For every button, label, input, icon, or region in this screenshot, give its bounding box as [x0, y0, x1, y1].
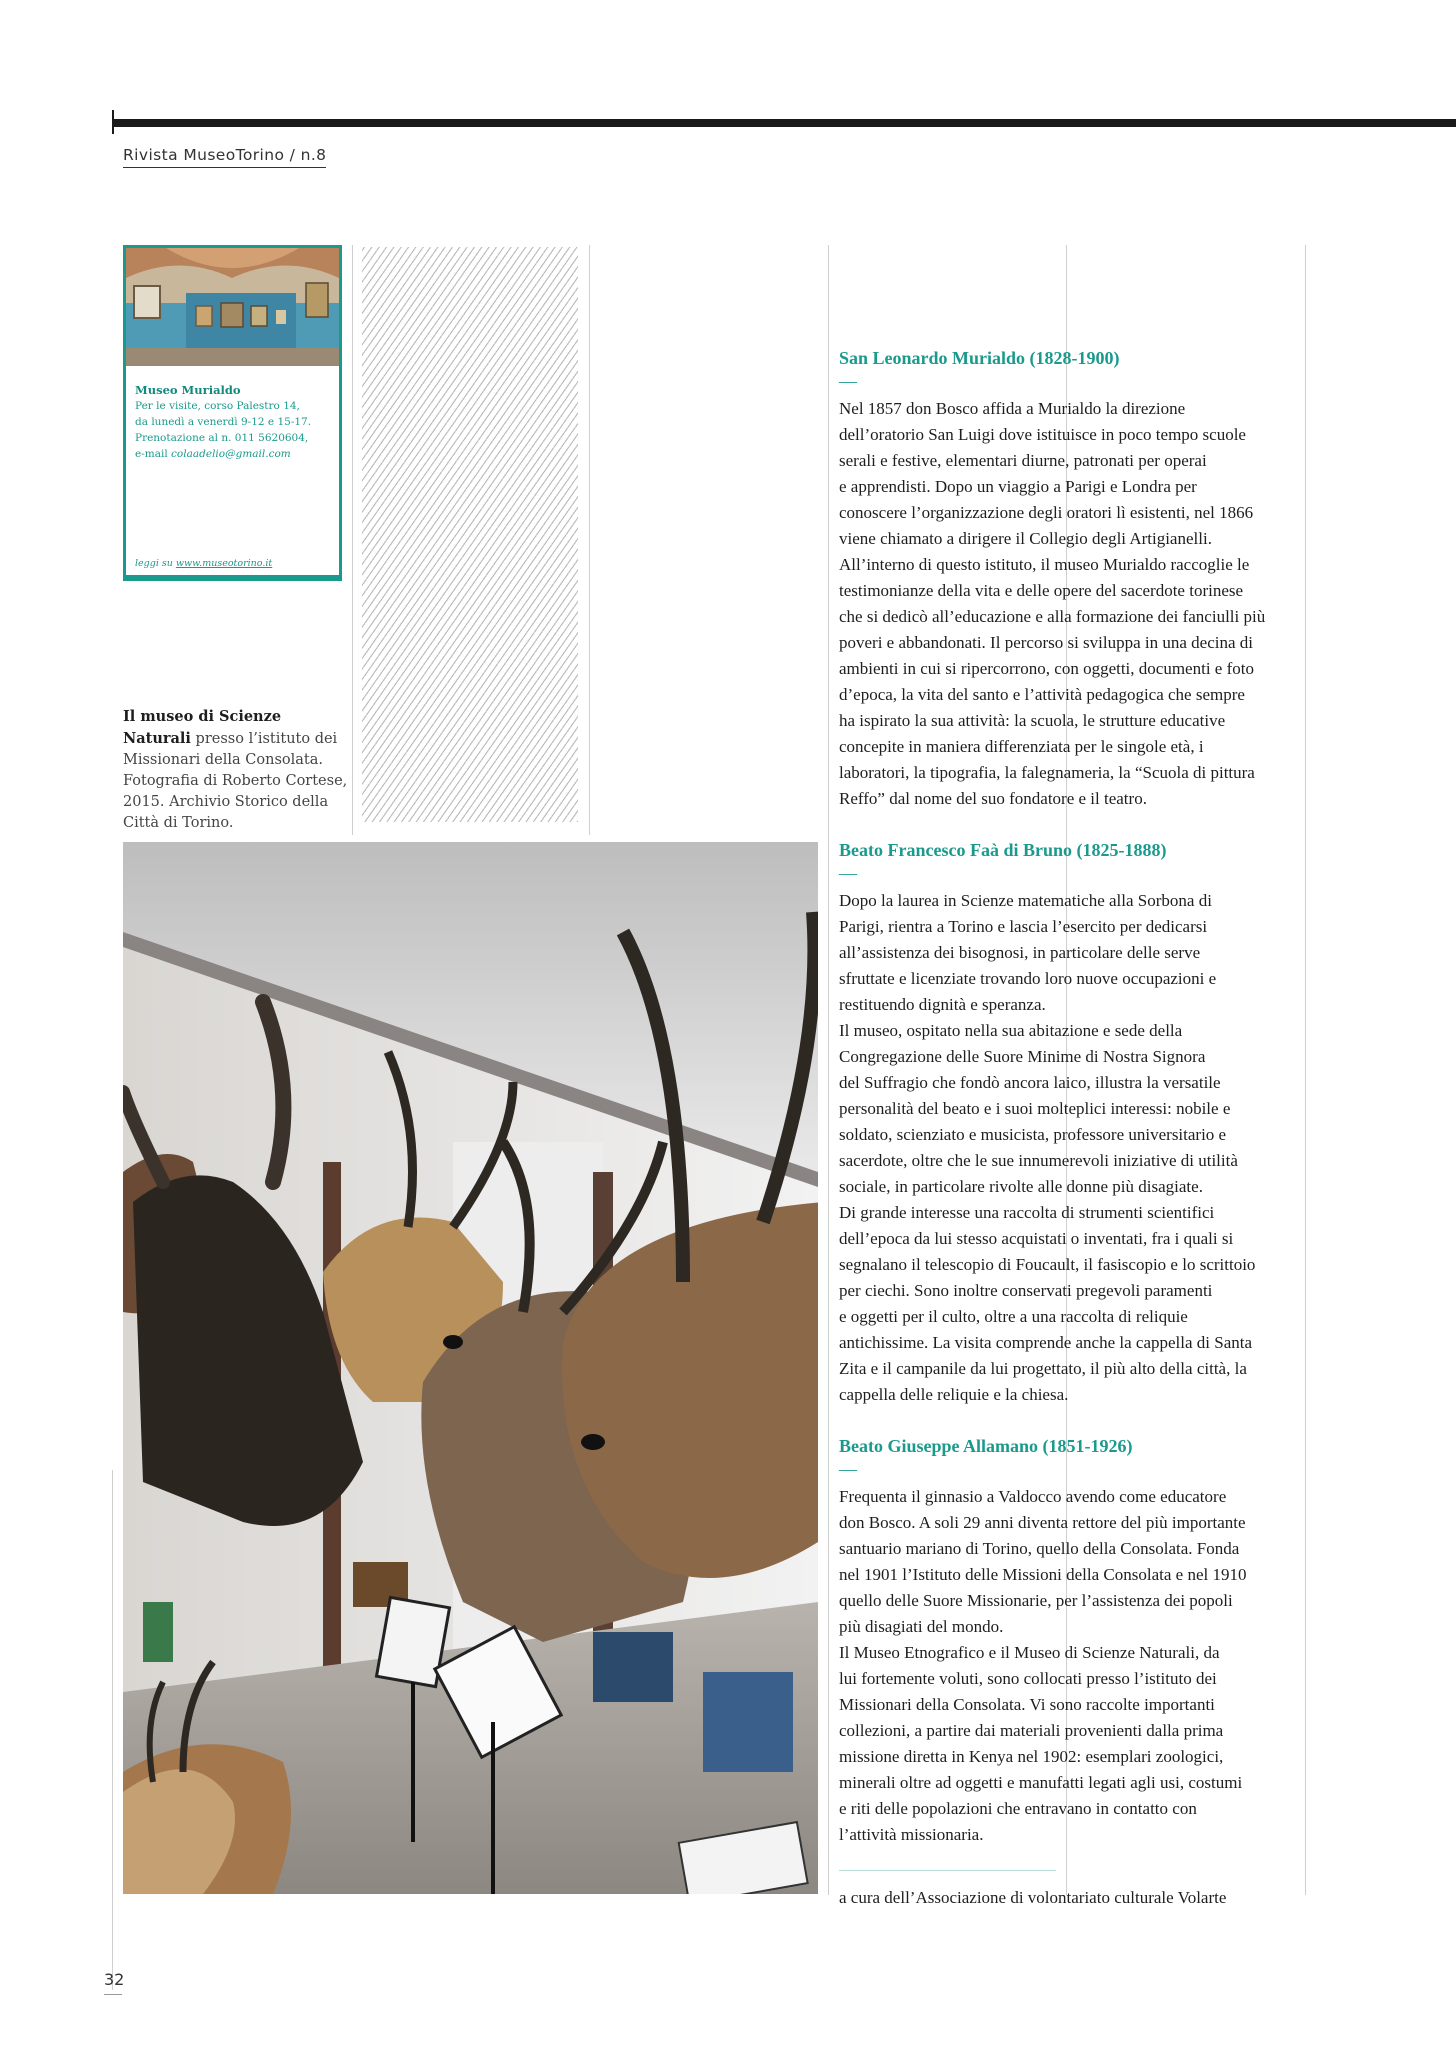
- article-body: [839, 346, 1299, 1911]
- column-line-2: [589, 245, 590, 835]
- natural-history-museum-photo: [123, 842, 818, 1894]
- section-paragraph: Nel 1857 don Bosco affida a Murialdo la direzione dell’oratorio San Luigi dove istituisce in poco tempo scuole serali e festive, elementari diurne, patronati per operai e apprendisti. Dopo un viaggio a Parigi e Londra per conoscere l’organizzazione degli oratori lì esistenti, nel 1866 viene chiamato a dirigere il Collegio degli Artigianelli. All’interno di questo istituto, il museo Murialdo raccoglie le testimonianze della vita e delle opere del sacerdote torinese che si dedicò all’educazione e alla formazione dei fanciulli più poveri e abbandonati. Il percorso si sviluppa in una decina di ambienti in cui si ripercorrono, con oggetti, documenti e foto d’epoca, la vita del santo e l’attività pedagogica che sempre ha ispirato la sua attività: la scuola, le strutture educative concepite in maniera differenziata per le singole età, i laboratori, la tipografia, la falegnameria, la “Scuola di pittura Reffo” dal nome del suo fondatore e il teatro.: [839, 399, 1266, 808]
- info-box-link-line: [135, 558, 272, 569]
- info-box-details: [135, 398, 335, 462]
- article-credit: a cura dell’Associazione di volontariato culturale Volarte: [839, 1888, 1227, 1907]
- caption-bold: Il museo di Scienze Naturali: [123, 708, 282, 747]
- section-paragraph: Frequenta il ginnasio a Valdocco avendo come educatore don Bosco. A soli 29 anni diventa rettore del più importante santuario mariano di Torino, quello della Consolata. Fonda nel 1901 l’Istituto delle Missioni della Consolata e nel 1910 quello delle Suore Missionarie, per l’assistenza dei popoli più disagiati del mondo. Il Museo Etnografico e il Museo di Scienze Naturali, da lui fortemente voluti, sono collocati presso l’istituto dei Missionari della Consolata. Vi sono raccolte importanti collezioni, a partire dai materiali provenienti dalla prima missione diretta in Kenya nel 1902: esemplari zoologici, minerali oltre ad oggetti e manufatti legati agli usi, costumi e riti delle popolazioni che entravano in contatto con l’attività missionaria.: [839, 1487, 1247, 1844]
- info-line-email: [135, 446, 335, 462]
- column-line-5: [1305, 245, 1306, 1895]
- info-box-title: Museo Murialdo: [135, 383, 241, 397]
- section-dash: —: [839, 371, 857, 391]
- column-line-3: [828, 245, 829, 1895]
- section-paragraph: Dopo la laurea in Scienze matematiche alla Sorbona di Parigi, rientra a Torino e lascia l’esercito per dedicarsi all’assistenza dei bisognosi, in particolare delle serve sfruttate e licenziate trovando loro nuove occupazioni e restituendo dignità e speranza. Il museo, ospitato nella sua abitazione e sede della Congregazione delle Suore Minime di Nostra Signora del Suffragio che fondò ancora laico, illustra la versatile personalità del beato e i suoi molteplici interessi: nobile e soldato, scienziato e musicista, professore universitario e sacerdote, oltre che le sue innumerevoli iniziative di utilità sociale, in particolare rivolte alle donne più disagiate. Di grande interesse una raccolta di strumenti scientifici dell’epoca da lui stesso acquistati o inventati, fra i quali si segnalano il telescopio di Foucault, il fasiscopio e lo scrittoio per ciechi. Sono inoltre conservati pregevoli paramenti e oggetti per il culto, oltre a una raccolta di reliquie antichissime. La visita comprende anche la cappella di Santa Zita e il campanile da lui progettato, il più alto della città, la cappella delle reliquie e la chiesa.: [839, 891, 1256, 1404]
- section-dash: —: [839, 1459, 857, 1479]
- header-rule: [112, 119, 1456, 127]
- section-title: San Leonardo Murialdo (1828-1900): [839, 348, 1120, 368]
- caption-text: presso l’istituto dei Missionari della Consolata. Fotografia di Roberto Cortese, 2015. Archivio Storico della Città di Torino.: [123, 731, 348, 831]
- section-allamano: [839, 1434, 1299, 1848]
- photo-caption: [123, 706, 353, 834]
- museum-interior-photo: [126, 248, 339, 366]
- running-head: Rivista MuseoTorino / n.8: [123, 145, 326, 168]
- info-line-phone: Prenotazione al n. 011 5620604,: [135, 432, 309, 444]
- section-faa-di-bruno: [839, 838, 1299, 1408]
- email-link[interactable]: colaadelio@gmail.com: [171, 448, 291, 460]
- credit-divider: [839, 1870, 1056, 1871]
- info-line-address: Per le visite, corso Palestro 14,: [135, 400, 300, 412]
- website-link[interactable]: www.museotorino.it: [175, 558, 273, 569]
- section-title: Beato Giuseppe Allamano (1851-1926): [839, 1436, 1133, 1456]
- section-title: Beato Francesco Faà di Bruno (1825-1888): [839, 840, 1167, 860]
- museum-info-box: [123, 245, 342, 581]
- email-prefix: e-mail: [135, 448, 172, 460]
- section-dash: —: [839, 863, 857, 883]
- link-prefix: leggi su: [135, 558, 176, 569]
- page-number: 32: [104, 1970, 125, 1989]
- info-line-hours: da lunedì a venerdì 9-12 e 15-17.: [135, 416, 312, 428]
- section-murialdo: [839, 346, 1299, 812]
- left-margin-line: [112, 1470, 113, 1990]
- hatched-pattern: [362, 247, 578, 822]
- page-number-rule: [104, 1994, 122, 1995]
